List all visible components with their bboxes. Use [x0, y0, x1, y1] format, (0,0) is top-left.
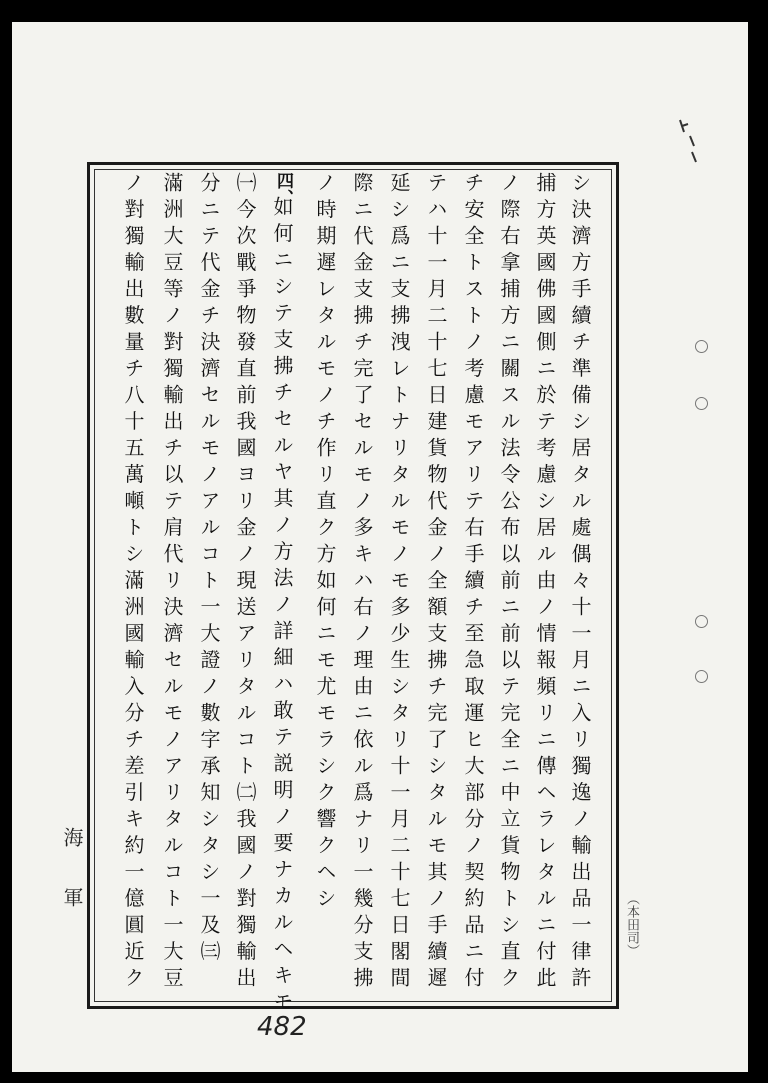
- text-column-1: シ決濟方手續チ準備シ居タル處偶々十一月ニ入リ獨逸ノ輸出品一律許: [568, 172, 592, 994]
- text-column-4: チ安全トストノ考慮モアリテ右手續チ至急取運ヒ大部分ノ契約品ニ付: [461, 172, 485, 994]
- text-column-7: 際ニ代金支拂チ完了セルモノ多キハ右ノ理由ニ依ル爲ナリ一幾分支拂: [350, 172, 374, 994]
- text-column-13: ノ對獨輸出數量チ八十五萬噸トシ滿洲國輸入分チ差引キ約一億圓近ク: [121, 172, 145, 994]
- punch-hole: [695, 670, 708, 683]
- text-column-9: 如何ニシテ支拂チセルヤ其ノ方法ノ詳細ハ敢テ説明ノ要ナカルヘキモ: [270, 196, 294, 1018]
- text-column-12: 滿洲大豆等ノ對獨輸出チ以テ肩代リ決濟セルモノアリタルコト一大豆: [160, 172, 184, 994]
- text-column-3: ノ際右拿捕方ニ關スル法令公布以前ニ前以テ完全ニ中立貨物トシ直ク: [497, 172, 521, 994]
- text-column-6: 延シ爲ニ支拂洩レトナリタルモノモ多少生シタリ十一月二十七日閣間: [387, 172, 411, 994]
- text-column-5: テハ十一月二十七日建貨物代金ノ全額支拂チ完了シタルモ其ノ手續遲: [424, 172, 448, 994]
- ink-mark-icon: [674, 112, 704, 172]
- section-heading: 四、: [273, 172, 293, 206]
- document-page: [12, 22, 748, 1072]
- punch-hole: [695, 397, 708, 410]
- page-number: 482: [257, 1012, 307, 1042]
- punch-hole: [695, 340, 708, 353]
- side-note: （本田司）: [624, 892, 639, 957]
- margin-label: 海 軍: [60, 827, 84, 907]
- punch-hole: [695, 615, 708, 628]
- text-column-8: ノ時期遲レタルモノチ作リ直ク方如何ニモ尤モラシク響クヘシ: [313, 172, 337, 914]
- text-column-2: 捕方英國佛國側ニ於テ考慮シ居ル由ノ情報頻リニ傳ヘラレタルニ付此: [533, 172, 557, 994]
- text-column-10: ㈠今次戰爭物發直前我國ヨリ金ノ現送アリタルコト㈡我國ノ對獨輸出: [233, 172, 257, 994]
- text-column-11: 分ニテ代金チ決濟セルモノアルコト一大證ノ數字承知シタシ一及㈢: [197, 172, 221, 967]
